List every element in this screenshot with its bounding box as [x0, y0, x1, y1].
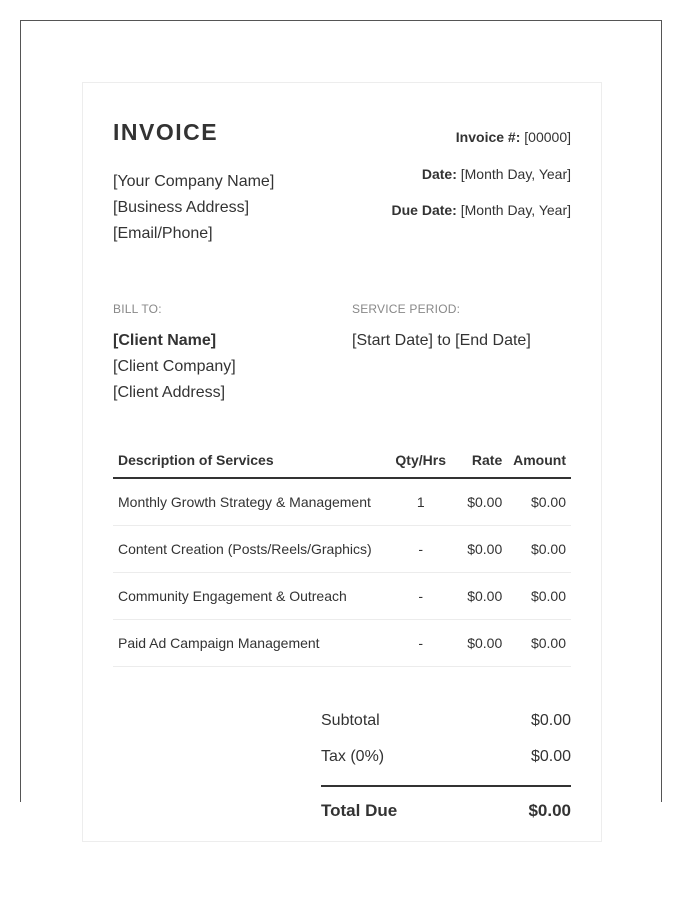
company-block [113, 169, 274, 247]
services-table [113, 443, 571, 667]
row-qty: 1 [390, 478, 451, 525]
company-contact: [Email/Phone] [113, 225, 213, 242]
header-rate: Rate [451, 443, 507, 478]
table-header-row [113, 443, 571, 478]
client-company: [Client Company] [113, 358, 236, 375]
client-address: [Client Address] [113, 384, 226, 401]
invoice-number-row [392, 129, 572, 166]
table-row [113, 525, 571, 572]
row-description: Monthly Growth Strategy & Management [113, 478, 390, 525]
due-date-value: [Month Day, Year] [460, 202, 571, 218]
invoice-date-value: [Month Day, Year] [460, 165, 571, 182]
totals-block [321, 703, 571, 821]
invoice-page [82, 82, 602, 842]
subtotal-value: $0.00 [530, 712, 571, 729]
row-rate: $0.00 [451, 525, 507, 572]
row-qty: - [390, 525, 451, 572]
row-qty: - [390, 572, 451, 619]
due-date-row [392, 202, 572, 239]
row-qty: - [390, 619, 451, 666]
row-description: Paid Ad Campaign Management [113, 619, 390, 666]
row-amount: $0.00 [507, 619, 571, 666]
invoice-number-label: Invoice #: [455, 129, 521, 145]
invoice-date-row [392, 166, 572, 203]
totals-divider [321, 785, 571, 787]
row-amount: $0.00 [507, 478, 571, 525]
subtotal-row [321, 703, 571, 739]
bill-to-block [113, 302, 236, 406]
service-period-block [352, 302, 531, 354]
company-name: [Your Company Name] [113, 173, 275, 190]
due-date-label: Due Date: [391, 202, 457, 218]
tax-row [321, 739, 571, 775]
invoice-number-value: [00000] [524, 129, 571, 145]
table-row [113, 572, 571, 619]
invoice-meta [392, 129, 572, 239]
table-row [113, 619, 571, 666]
invoice-title: INVOICE [113, 119, 219, 145]
service-period-label: SERVICE PERIOD: [352, 302, 461, 316]
row-rate: $0.00 [451, 572, 507, 619]
tax-value: $0.00 [530, 748, 571, 765]
company-address: [Business Address] [113, 199, 250, 216]
row-rate: $0.00 [451, 619, 507, 666]
row-description: Content Creation (Posts/Reels/Graphics) [113, 525, 390, 572]
tax-label: Tax (0%) [321, 748, 385, 765]
subtotal-label: Subtotal [321, 712, 380, 729]
row-amount: $0.00 [507, 572, 571, 619]
row-amount: $0.00 [507, 525, 571, 572]
table-row [113, 478, 571, 525]
header-amount: Amount [507, 443, 571, 478]
header-description: Description of Services [113, 443, 390, 478]
document-viewport [20, 20, 662, 820]
header-qty: Qty/Hrs [390, 443, 451, 478]
total-due-value: $0.00 [528, 801, 571, 820]
invoice-date-label: Date: [421, 165, 457, 182]
total-due-row [321, 801, 571, 821]
bill-to-label: BILL TO: [113, 302, 162, 316]
total-due-label: Total Due [321, 801, 398, 820]
service-period-value: [Start Date] to [End Date] [352, 332, 531, 349]
row-rate: $0.00 [451, 478, 507, 525]
client-name: [Client Name] [113, 332, 217, 349]
row-description: Community Engagement & Outreach [113, 572, 390, 619]
